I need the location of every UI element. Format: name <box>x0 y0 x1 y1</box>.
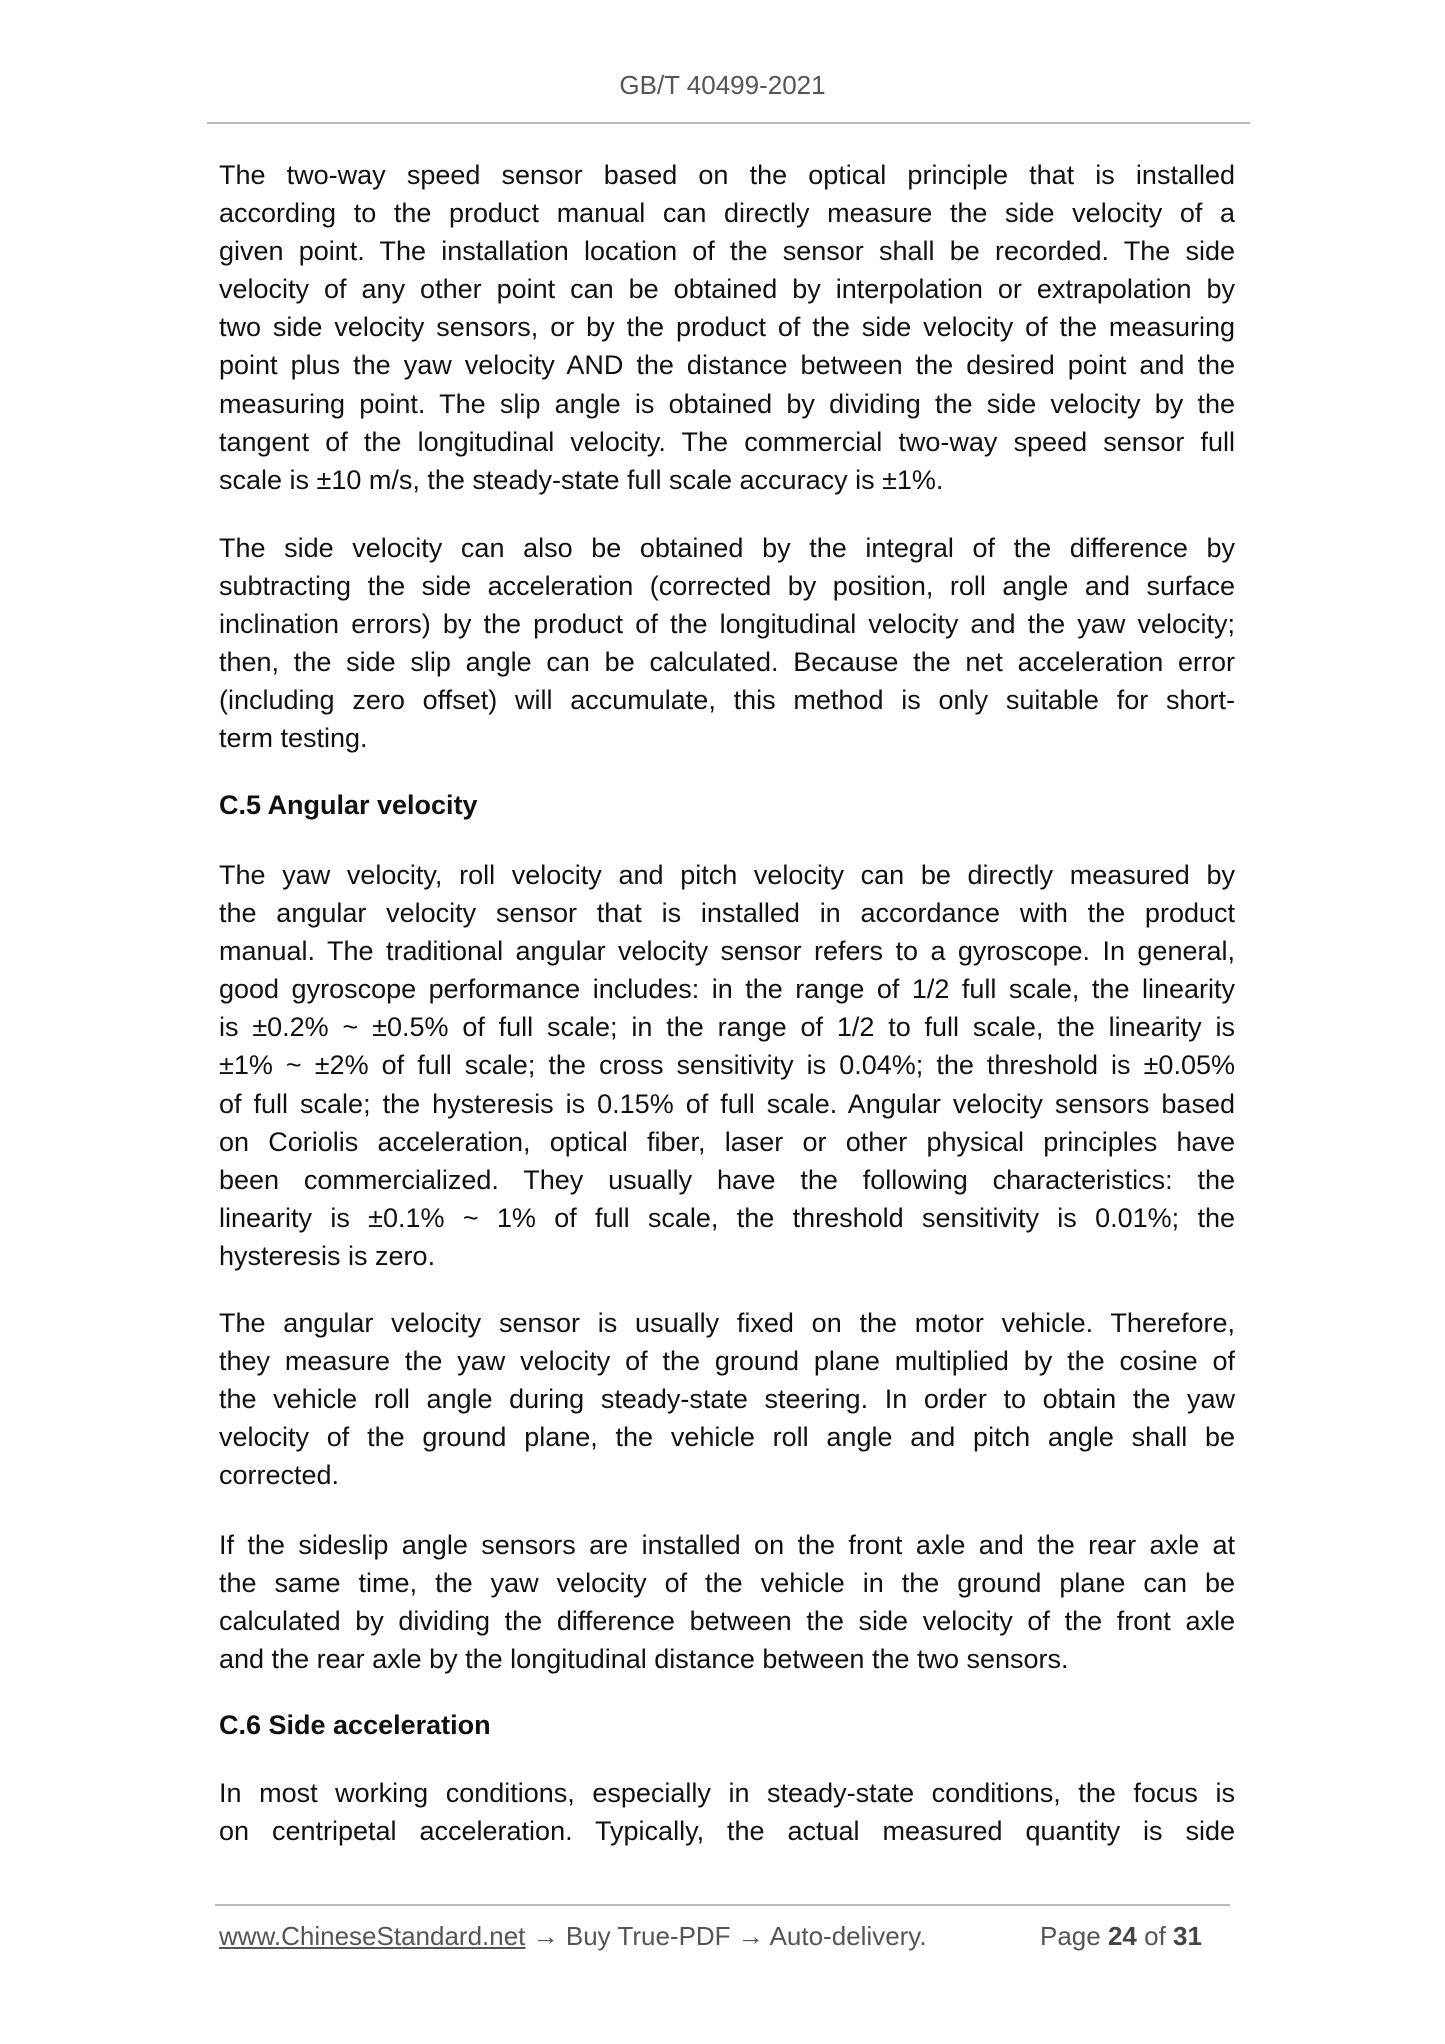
paragraph-6 <box>219 1774 1235 1850</box>
text-line: of full scale; the hysteresis is 0.15% of full scale. Angular velocity sensors based <box>219 1088 1235 1119</box>
paragraph-4 <box>219 1304 1235 1494</box>
text-line: linearity is ±0.1% ~ 1% of full scale, the threshold sensitivity is 0.01%; the <box>219 1202 1235 1233</box>
text-line: two side velocity sensors, or by the product of the side velocity of the measuring <box>219 312 1235 343</box>
text-line: corrected. <box>219 1460 340 1491</box>
text-line: velocity of any other point can be obtained by interpolation or extrapolation by <box>219 274 1235 305</box>
paragraph-3 <box>219 856 1235 1275</box>
footer-promo-text: → Buy True-PDF → Auto-delivery. <box>525 1921 927 1951</box>
website-link[interactable]: www.ChineseStandard.net <box>219 1921 526 1951</box>
page-label: Page <box>1040 1921 1101 1951</box>
of-label: of <box>1144 1921 1166 1951</box>
text-line: good gyroscope performance includes: in the range of 1/2 full scale, the linearity <box>219 974 1235 1005</box>
text-line: manual. The traditional angular velocity sensor refers to a gyroscope. In general, <box>219 936 1235 967</box>
text-line: hysteresis is zero. <box>219 1240 436 1271</box>
text-line: inclination errors) by the product of the longitudinal velocity and the yaw velocity; <box>219 609 1235 640</box>
footer-promo <box>219 1921 927 1952</box>
section-heading-c5: C.5 Angular velocity <box>219 790 478 820</box>
text-line: according to the product manual can directly measure the side velocity of a <box>219 198 1235 229</box>
text-line: ±1% ~ ±2% of full scale; the cross sensitivity is 0.04%; the threshold is ±0.05% <box>219 1050 1235 1081</box>
text-line: been commercialized. They usually have the following characteristics: the <box>219 1164 1235 1195</box>
document-id-header: GB/T 40499-2021 <box>619 70 826 100</box>
text-line: The two-way speed sensor based on the optical principle that is installed <box>219 160 1235 190</box>
text-line: The side velocity can also be obtained by the integral of the difference by <box>219 533 1235 563</box>
text-line: the vehicle roll angle during steady-state steering. In order to obtain the yaw <box>219 1384 1235 1415</box>
text-line: subtracting the side acceleration (corrected by position, roll angle and surface <box>219 571 1235 602</box>
paragraph-5 <box>219 1526 1235 1678</box>
header-divider <box>207 122 1250 124</box>
text-line: scale is ±10 m/s, the steady-state full scale accuracy is ±1%. <box>219 464 944 495</box>
text-line: tangent of the longitudinal velocity. The commercial two-way speed sensor full <box>219 426 1235 457</box>
text-line: the same time, the yaw velocity of the vehicle in the ground plane can be <box>219 1568 1235 1599</box>
text-line: (including zero offset) will accumulate, this method is only suitable for short- <box>219 685 1235 716</box>
text-line: The yaw velocity, roll velocity and pitch velocity can be directly measured by <box>219 860 1235 890</box>
text-line: given point. The installation location of the sensor shall be recorded. The side <box>219 236 1235 267</box>
text-line: point plus the yaw velocity AND the distance between the desired point and the <box>219 350 1235 381</box>
text-line: calculated by dividing the difference between the side velocity of the front axle <box>219 1606 1235 1637</box>
text-line: The angular velocity sensor is usually fixed on the motor vehicle. Therefore, <box>219 1308 1235 1338</box>
text-line: on centripetal acceleration. Typically, the actual measured quantity is side <box>219 1816 1235 1847</box>
page-number <box>1040 1921 1202 1952</box>
footer-divider <box>215 1904 1230 1906</box>
text-line: is ±0.2% ~ ±0.5% of full scale; in the range of 1/2 to full scale, the linearity is <box>219 1012 1235 1043</box>
text-line: the angular velocity sensor that is installed in accordance with the product <box>219 898 1235 929</box>
current-page: 24 <box>1107 1921 1137 1951</box>
text-line: measuring point. The slip angle is obtained by dividing the side velocity by the <box>219 388 1235 419</box>
text-line: In most working conditions, especially in steady-state conditions, the focus is <box>219 1778 1235 1808</box>
text-line: If the sideslip angle sensors are installed on the front axle and the rear axle at <box>219 1530 1235 1560</box>
total-pages: 31 <box>1173 1921 1202 1951</box>
text-line: term testing. <box>219 723 368 754</box>
text-line: on Coriolis acceleration, optical fiber, laser or other physical principles have <box>219 1126 1235 1157</box>
text-line: they measure the yaw velocity of the ground plane multiplied by the cosine of <box>219 1346 1235 1377</box>
paragraph-1 <box>219 156 1235 499</box>
text-line: then, the side slip angle can be calculated. Because the net acceleration error <box>219 647 1235 678</box>
paragraph-2 <box>219 529 1235 758</box>
section-heading-c6: C.6 Side acceleration <box>219 1710 491 1740</box>
text-line: velocity of the ground plane, the vehicle roll angle and pitch angle shall be <box>219 1422 1235 1453</box>
text-line: and the rear axle by the longitudinal distance between the two sensors. <box>219 1644 1069 1675</box>
